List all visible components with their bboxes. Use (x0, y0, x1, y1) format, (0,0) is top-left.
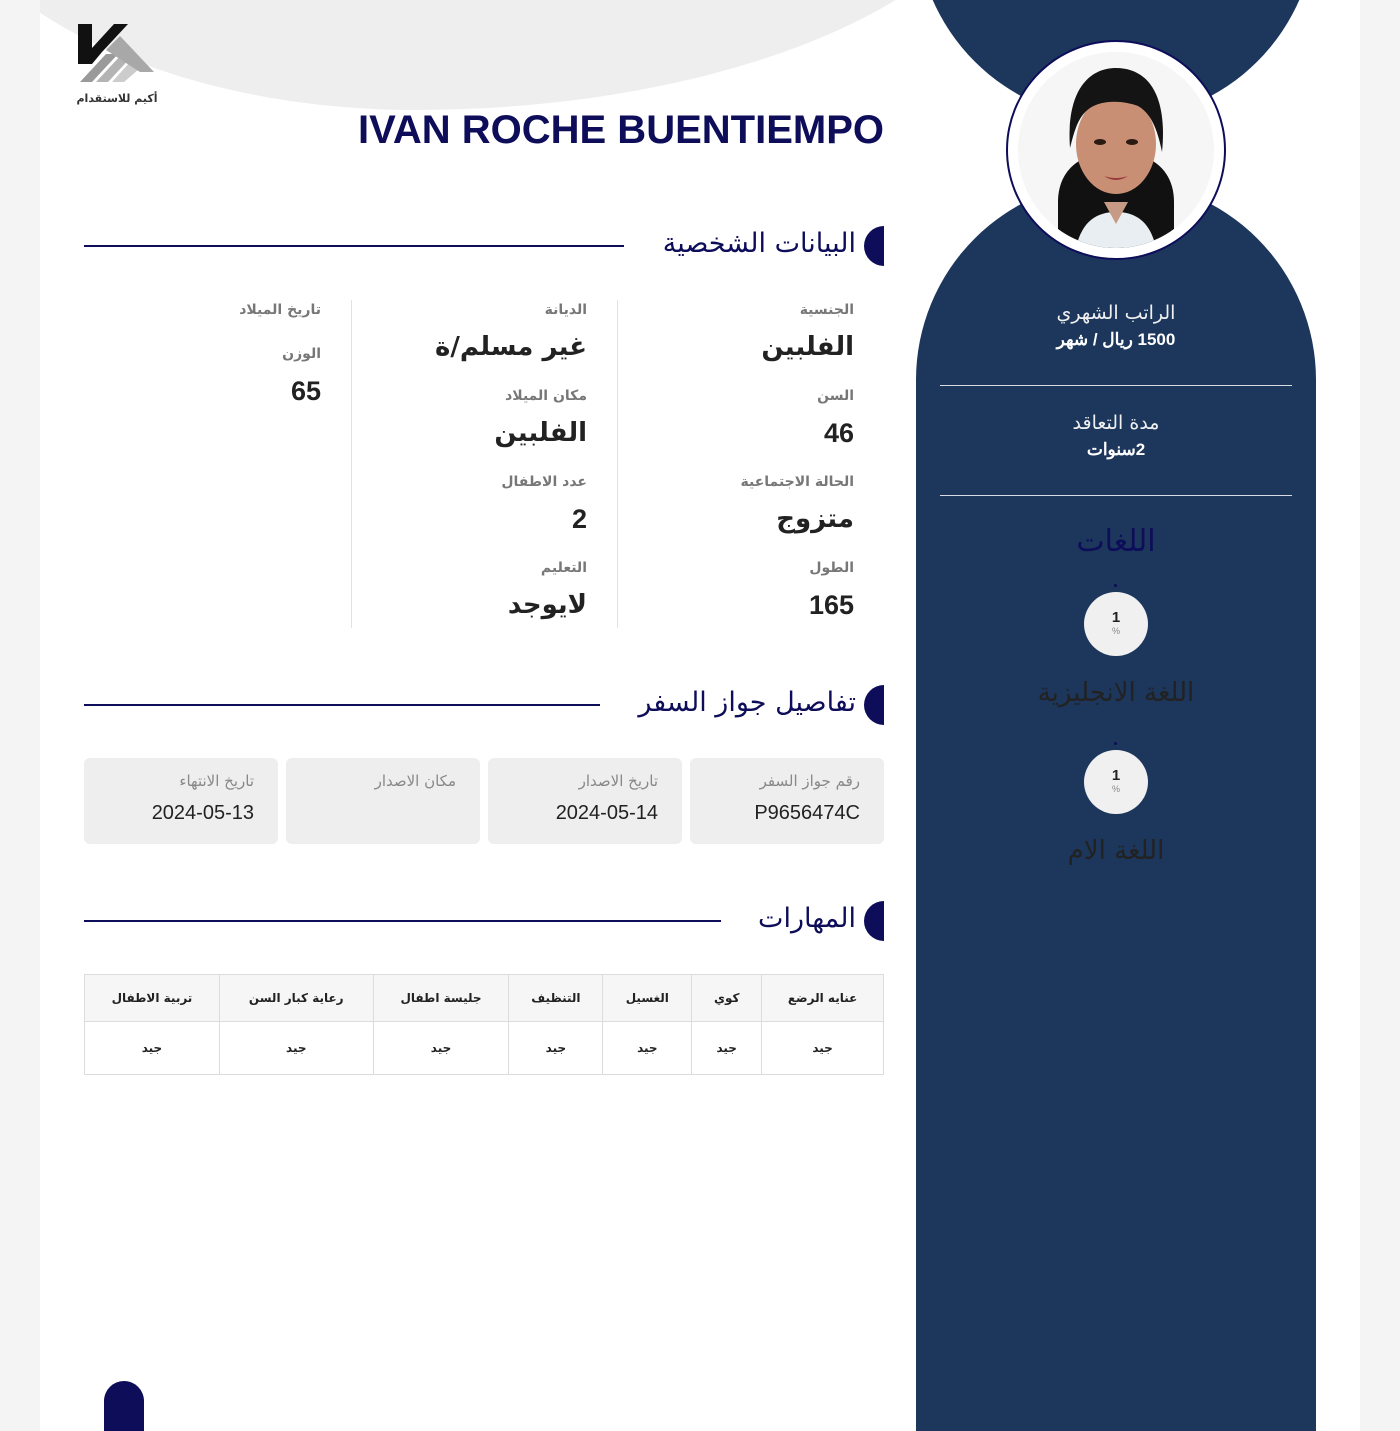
company-logo (76, 20, 156, 110)
passport-number-value: P9656474C (754, 802, 860, 824)
skill-level: جيد (219, 1022, 373, 1075)
passport-section-header (84, 685, 884, 725)
section-tab (864, 901, 884, 941)
marital-status-label: الحالة الاجتماعية (740, 474, 854, 490)
marital-status-field (741, 474, 854, 534)
nationality-value: الفلبين (761, 332, 854, 362)
height-field (809, 560, 854, 621)
salary-label: الراتب الشهري (1056, 302, 1176, 324)
language-dot (1114, 584, 1117, 587)
birthplace-field (494, 388, 587, 448)
children-value: 2 (571, 504, 587, 534)
age-value: 46 (823, 418, 854, 448)
skill-header: جليسة اطفال (373, 975, 509, 1022)
issue-date-card (488, 758, 682, 844)
skill-header: الغسيل (603, 975, 692, 1022)
religion-value: غير مسلم/ة (434, 332, 587, 362)
skill-level: جيد (509, 1022, 603, 1075)
issue-place-card (286, 758, 480, 844)
personal-section-header (84, 226, 884, 266)
skills-header-row (85, 975, 884, 1022)
skill-header: التنظيف (509, 975, 603, 1022)
language-dot (1114, 742, 1117, 745)
skill-level: جيد (603, 1022, 692, 1075)
logo-text: أكيم للاستقدام (76, 92, 158, 105)
skills-section-title: المهارات (758, 903, 856, 934)
english-level-circle (1084, 592, 1148, 656)
native-language-label: اللغة الام (1067, 836, 1165, 866)
english-language-label: اللغة الانجليزية (1037, 678, 1195, 708)
height-value: 165 (808, 590, 854, 620)
height-label: الطول (809, 560, 854, 576)
languages-title: اللغات (1076, 524, 1156, 559)
profile-sidebar (916, 0, 1316, 1431)
sidebar-divider (940, 495, 1292, 496)
weight-value: 65 (290, 376, 321, 406)
personal-section-title: البيانات الشخصية (662, 228, 856, 259)
person-portrait-icon (1018, 52, 1214, 248)
section-divider (84, 245, 624, 247)
passport-number-label: رقم جواز السفر (759, 772, 860, 790)
birthdate-field (239, 302, 321, 318)
skills-level-row (85, 1022, 884, 1075)
candidate-name: IVAN ROCHE BUENTIEMPO (358, 108, 884, 152)
education-value: لايوجد (507, 590, 587, 620)
age-label: السن (817, 388, 854, 404)
expiry-date-label: تاريخ الانتهاء (179, 772, 254, 790)
passport-section-title: تفاصيل جواز السفر (638, 687, 856, 718)
nationality-label: الجنسية (799, 302, 854, 318)
column-separator (351, 300, 352, 628)
birthplace-label: مكان الميلاد (505, 388, 587, 404)
skill-level: جيد (692, 1022, 762, 1075)
cv-page (40, 0, 1360, 1431)
skill-header: عنايه الرضع (762, 975, 884, 1022)
column-separator (617, 300, 618, 628)
header-swoosh (40, 0, 1020, 110)
native-level-unit: % (1111, 784, 1120, 794)
skill-level: جيد (85, 1022, 220, 1075)
issue-date-value: 2024-05-14 (555, 802, 658, 824)
skills-section-header (84, 901, 884, 941)
education-label: التعليم (540, 560, 587, 576)
english-level-unit: % (1111, 626, 1120, 636)
contract-value: 2سنوات (1086, 440, 1146, 459)
passport-number-card (690, 758, 884, 844)
marital-status-value: متزوج (776, 504, 854, 534)
nationality-field (761, 302, 854, 362)
native-level-circle (1084, 750, 1148, 814)
skills-table (84, 974, 884, 1075)
section-tab (864, 685, 884, 725)
english-level-value: 1 (1111, 609, 1121, 626)
expiry-date-value: 2024-05-13 (151, 802, 254, 824)
religion-label: الديانة (544, 302, 587, 318)
sidebar-divider (940, 385, 1292, 386)
logo-mark-icon (76, 20, 156, 90)
section-divider (84, 920, 721, 922)
expiry-date-card (84, 758, 278, 844)
skill-header: تربية الاطفال (85, 975, 220, 1022)
issue-place-label: مكان الاصدار (374, 772, 456, 790)
birthplace-value: الفلبين (494, 418, 587, 448)
skill-header: رعاية كبار السن (219, 975, 373, 1022)
education-field (508, 560, 587, 620)
skill-level: جيد (762, 1022, 884, 1075)
skill-header: كوي (692, 975, 762, 1022)
profile-photo (1006, 40, 1226, 260)
section-divider (84, 704, 600, 706)
contract-block (940, 412, 1292, 460)
salary-value: 1500 ريال / شهر (1056, 330, 1176, 349)
native-level-value: 1 (1111, 767, 1121, 784)
age-field (817, 388, 854, 449)
issue-date-label: تاريخ الاصدار (578, 772, 658, 790)
birthdate-label: تاريخ الميلاد (239, 302, 321, 318)
portrait-image (1018, 52, 1214, 248)
children-field (501, 474, 587, 535)
weight-field (282, 346, 321, 407)
section-tab (864, 226, 884, 266)
contract-label: مدة التعاقد (1072, 412, 1160, 434)
footer-tab (104, 1381, 144, 1431)
children-label: عدد الاطفال (501, 474, 587, 490)
skill-level: جيد (373, 1022, 509, 1075)
weight-label: الوزن (282, 346, 321, 362)
salary-block (940, 302, 1292, 350)
religion-field (435, 302, 587, 362)
